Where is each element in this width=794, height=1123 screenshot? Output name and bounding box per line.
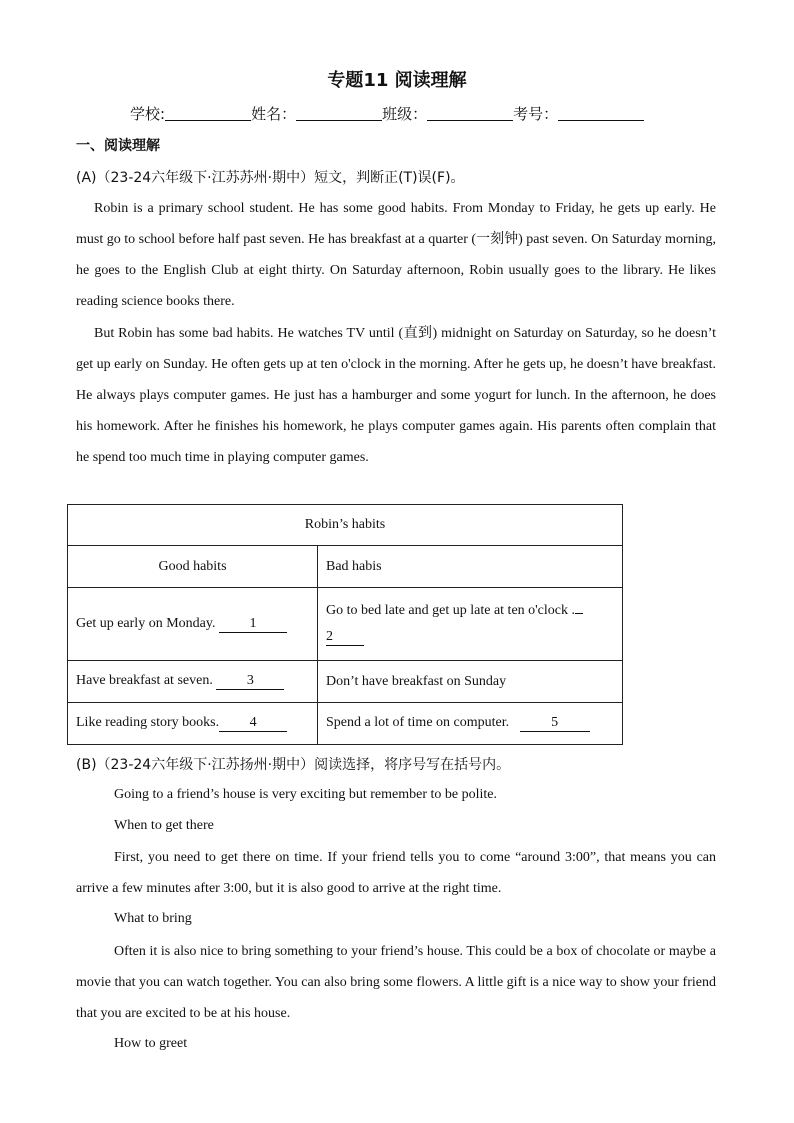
table-row (68, 588, 623, 661)
part-b-paragraph-1: First, you need to get there on time. If your friend tells you to come “around 3:00”, that means you can arrive a few minutes after 3:00, but it is also good to arrive at the right time. (76, 850, 716, 896)
class-label: 班级： (382, 105, 428, 123)
answer-blank-5[interactable]: 5 (520, 715, 590, 732)
subheading-when: When to get there (114, 818, 214, 833)
bad-habit-text: Spend a lot of time on computer. (326, 715, 510, 730)
part-a-paragraph-1: Robin is a primary school student. He has some good habits. From Monday to Friday, he gets up early. He must go to school before half past seven. He has breakfast at a quarter (一刻钟) past seven. On Saturday morning, he goes to the English Club at eight thirty. On Saturday afternoon, Robin usually goes to the library. He likes reading science books there. (76, 201, 716, 309)
answer-blank-1[interactable]: 1 (219, 616, 287, 633)
answer-blank-3[interactable]: 3 (216, 673, 284, 690)
column-bad-habits: Bad habis (318, 546, 623, 588)
table-row (68, 661, 623, 703)
page-title: 专题11 阅读理解 (327, 70, 467, 91)
good-habit-text: Get up early on Monday. (76, 615, 216, 631)
answer-blank-2[interactable]: 2 (326, 629, 364, 646)
school-blank[interactable] (165, 106, 251, 121)
bad-habit-text: Don’t have breakfast on Sunday (318, 661, 623, 703)
student-info-line (130, 103, 644, 124)
class-blank[interactable] (427, 106, 513, 121)
good-habit-text: Have breakfast at seven. (76, 673, 213, 688)
part-b-heading: (B)（23-24六年级下·江苏扬州·期中）阅读选择，将序号写在括号内。 (76, 757, 511, 773)
school-label: 学校: (130, 105, 166, 123)
good-habit-text: Like reading story books. (76, 715, 220, 730)
part-a-paragraph-2: But Robin has some bad habits. He watches TV until (直到) midnight on Saturday on Saturday, so he doesn’t get up early on Sunday. He often gets up at ten o'clock in the morning. After he gets up, he doesn’t have breakfast. He always plays computer games. He just has a hamburger and some yogurt for lunch. In the afternoon, he does his homework. After he finishes his homework, he plays computer games again. His parents often complain that he spend too much time in playing computer games. (76, 326, 716, 465)
exam-no-label: 考号： (513, 105, 559, 123)
subheading-how: How to greet (114, 1036, 188, 1051)
habits-table (67, 504, 623, 745)
subheading-what: What to bring (114, 911, 192, 926)
part-a-heading: (A)（23-24六年级下·江苏苏州·期中）短文，判断正(T)误(F)。 (76, 170, 465, 186)
name-label: 姓名： (251, 105, 297, 123)
part-b-intro: Going to a friend’s house is very exciting but remember to be polite. (114, 787, 497, 802)
part-b-paragraph-2: Often it is also nice to bring something to your friend’s house. This could be a box of chocolate or maybe a movie that you can watch together. You can also bring some flowers. A little gift is a nice way to show your friend that you are excited to be at his house. (76, 944, 716, 1021)
name-blank[interactable] (296, 106, 382, 121)
column-good-habits: Good habits (68, 546, 318, 588)
table-title: Robin’s habits (68, 505, 623, 546)
table-row (68, 703, 623, 745)
section-title: 一、阅读理解 (76, 138, 160, 154)
bad-habit-text: Go to bed late and get up late at ten o'clock . (326, 603, 575, 618)
exam-no-blank[interactable] (558, 106, 644, 121)
answer-blank-4[interactable]: 4 (219, 715, 287, 732)
